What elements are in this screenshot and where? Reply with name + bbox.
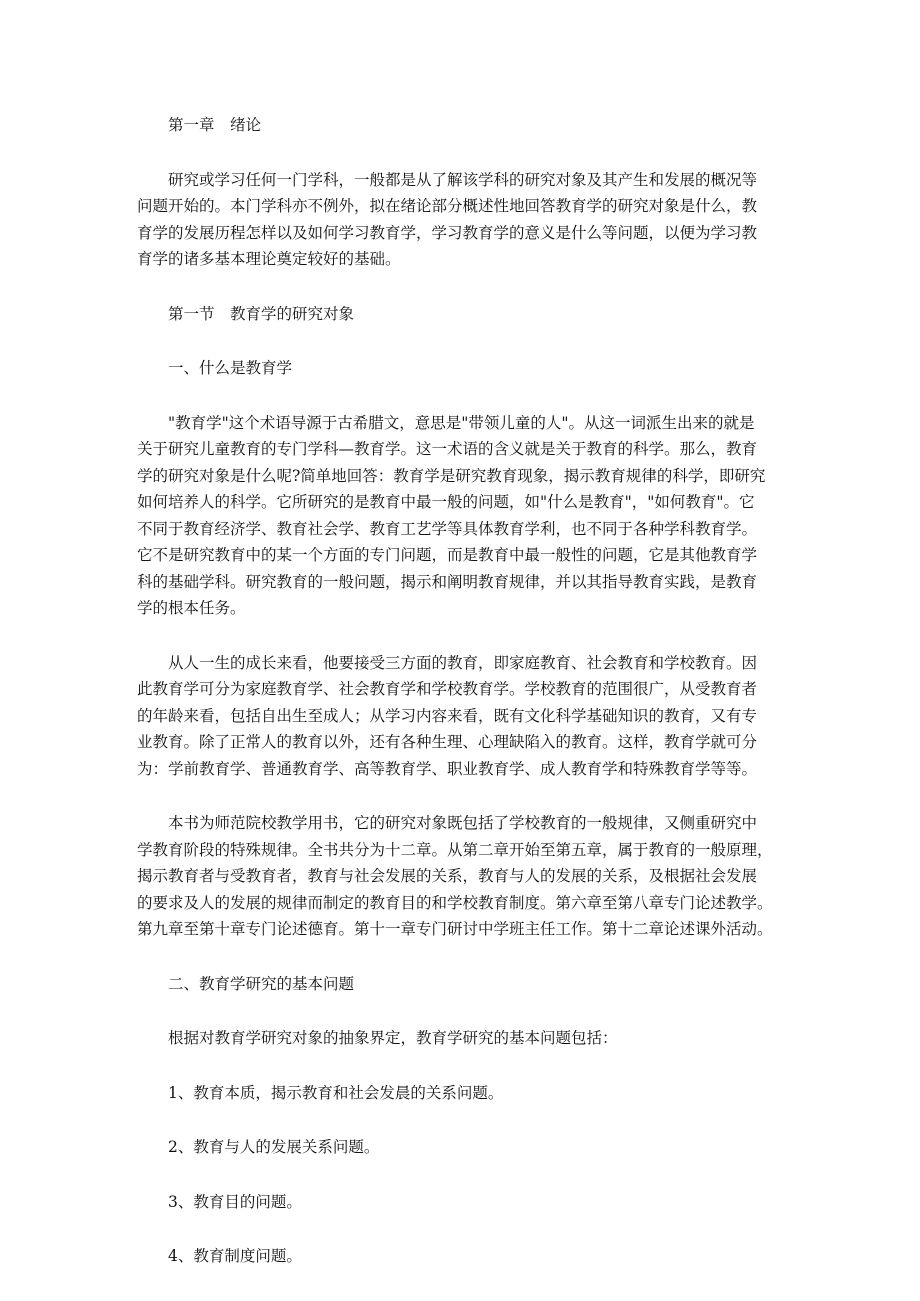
list-item: 4、教育制度问题。 bbox=[168, 1247, 302, 1265]
paragraph-4: 根据对教育学研究对象的抽象界定，教育学研究的基本问题包括： bbox=[168, 1029, 618, 1047]
paragraph-1 bbox=[137, 410, 787, 622]
text-line: 关于研究儿童教育的专门学科—教育学。这一术语的含义就是关于教育的科学。那么，教育 bbox=[137, 440, 758, 458]
text-line: 问题开始的。本门学科亦不例外，拟在绪论部分概述性地回答教育学的研究对象是什么，教 bbox=[137, 197, 758, 215]
document-page bbox=[137, 112, 787, 1270]
text-line: 业教育。除了正常人的教育以外，还有各种生理、心理缺陷入的教育。这样，教育学就可分 bbox=[137, 733, 758, 751]
text-line: 科的基础学科。研究教育的一般问题，揭示和阐明教育规律，并以其指导教育实践，是教育 bbox=[137, 572, 758, 591]
intro-paragraph bbox=[137, 167, 787, 273]
list-item: 1、教育本质，揭示教育和社会发晨的关系问题。 bbox=[168, 1083, 504, 1102]
chapter-title: 第一章 绪论 bbox=[168, 116, 262, 134]
text-line: "教育学"这个术语导源于古希腊文，意思是"带领儿童的人"。从这一词派生出来的就是 bbox=[168, 413, 755, 432]
text-line: 研究或学习任何一门学科，一般都是从了解该学科的研究对象及其产生和发展的概况等 bbox=[168, 170, 758, 189]
subsection-title-1: 一、什么是教育学 bbox=[168, 359, 293, 377]
text-line: 从人一生的成长来看，他要接受三方面的教育，即家庭教育、社会教育和学校教育。因 bbox=[168, 653, 758, 672]
text-line: 如何培养人的科学。它所研究的是教育中最一般的问题，如"什么是教育"，"如何教育"。它 bbox=[137, 493, 755, 511]
list-item: 3、教育目的问题。 bbox=[168, 1192, 302, 1211]
text-line: 的年龄来看，包括自出生至成人；从学习内容来看，既有文化科学基础知识的教育，又有专 bbox=[137, 706, 758, 725]
text-line: 学的研究对象是什么呢?简单地回答：教育学是研究教育现象，揭示教育规律的科学，即研究 bbox=[137, 466, 766, 485]
paragraph-2 bbox=[137, 650, 787, 783]
text-line: 学教育阶段的特殊规律。全书共分为十二章。从第二章开始至第五章，属于教育的一般原理， bbox=[137, 840, 773, 859]
section-title: 第一节 教育学的研究对象 bbox=[168, 304, 355, 323]
subsection-title-2: 二、教育学研究的基本问题 bbox=[168, 974, 355, 993]
text-line: 为：学前教育学、普通教育学、高等教育学、职业教育学、成人教育学和特殊教育学等等。 bbox=[137, 759, 758, 778]
text-line: 育学的发展历程怎样以及如何学习教育学，学习教育学的意义是什么等问题，以便为学习教 bbox=[137, 223, 758, 242]
text-line: 此教育学可分为家庭教育学、社会教育学和学校教育学。学校教育的范围很广，从受教育者 bbox=[137, 680, 758, 698]
text-line: 揭示教育者与受教育者，教育与社会发展的关系，教育与人的发展的关系，及根据社会发展 bbox=[137, 867, 758, 885]
text-line: 不同于教育经济学、教育社会学、教育工艺学等具体教育学利，也不同于各种学科教育学。 bbox=[137, 519, 758, 538]
text-line: 学的根本任务。 bbox=[137, 599, 246, 617]
text-line: 它不是研究教育中的某一个方面的专门问题，而是教育中最一般性的问题，它是其他教育学 bbox=[137, 546, 758, 564]
text-line: 育学的诸多基本理论奠定较好的基础。 bbox=[137, 250, 401, 268]
text-line: 本书为师范院校教学用书，它的研究对象既包括了学校教育的一般规律，又侧重研究中 bbox=[168, 814, 758, 832]
list-item: 2、教育与人的发展关系问题。 bbox=[168, 1138, 380, 1156]
paragraph-3 bbox=[137, 810, 787, 943]
text-line: 的要求及人的发展的规律而制定的教育目的和学校教育制度。第六章至第八章专门论述教学。 bbox=[137, 893, 773, 912]
text-line: 第九章至第十章专门论述德育。第十一章专门研讨中学班主任工作。第十二章论述课外活动。 bbox=[137, 920, 773, 938]
